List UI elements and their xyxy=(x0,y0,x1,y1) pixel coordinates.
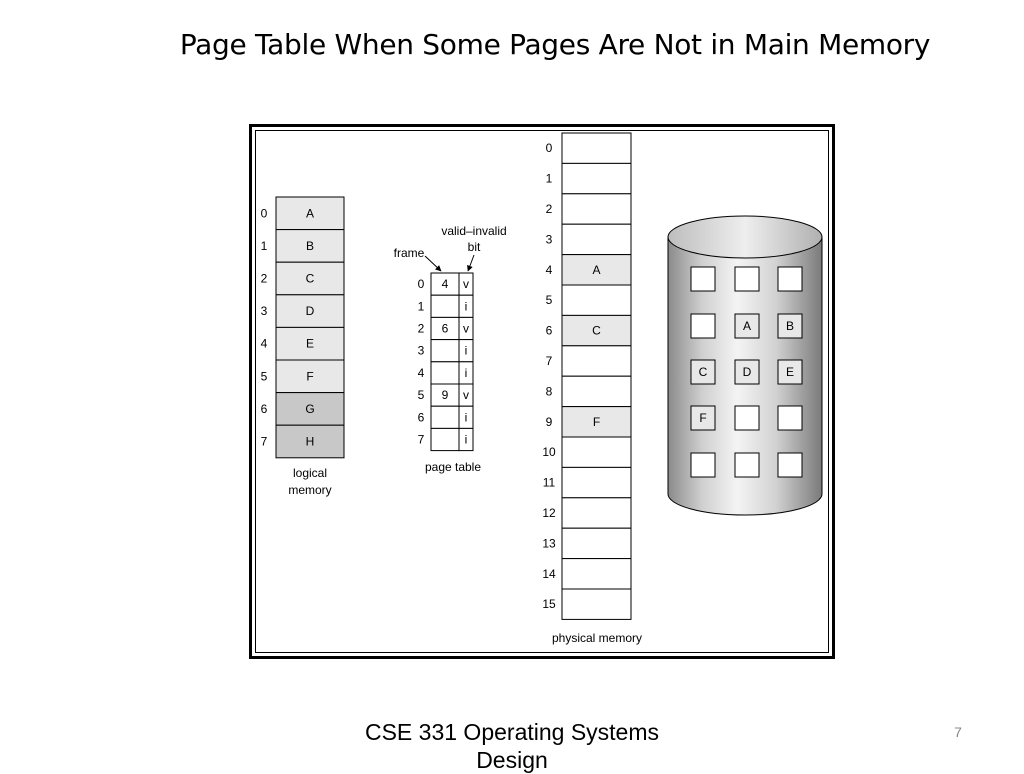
logical-memory xyxy=(261,197,344,497)
disk-page-cell xyxy=(735,267,759,291)
physical-frame-cell xyxy=(562,163,631,193)
physical-frame-index: 13 xyxy=(542,536,556,551)
disk-page-label: B xyxy=(785,319,795,333)
physical-frame-cell xyxy=(562,498,631,528)
physical-frame-index: 1 xyxy=(545,171,553,186)
page-table-valid-bit: i xyxy=(464,432,468,447)
page-table-frame-cell xyxy=(431,362,459,384)
frame-label: frame xyxy=(393,246,425,260)
disk-page-cell xyxy=(691,314,715,338)
physical-frame-index: 6 xyxy=(545,323,553,338)
page-table xyxy=(394,224,507,474)
physical-frame-index: 7 xyxy=(545,354,553,368)
logical-page-label: H xyxy=(305,434,315,449)
disk-page-label: A xyxy=(742,319,752,333)
physical-frame-index: 10 xyxy=(542,445,556,460)
page-table-valid-bit: i xyxy=(464,299,468,314)
page-table-valid-bit: i xyxy=(464,365,468,380)
logical-page-label: G xyxy=(305,401,315,416)
page-table-index: 0 xyxy=(417,277,425,292)
logical-page-index: 6 xyxy=(260,401,268,416)
page-table-frame-number: 6 xyxy=(441,321,449,336)
logical-page-label: D xyxy=(305,304,315,319)
valid-invalid-label: valid–invalid xyxy=(441,224,507,238)
physical-frame-index: 12 xyxy=(542,506,556,520)
logical-memory-label: memory xyxy=(288,483,332,497)
physical-frame-cell xyxy=(562,559,631,589)
logical-page-label: A xyxy=(305,206,315,221)
logical-page-label: F xyxy=(306,369,314,384)
physical-frame-cell xyxy=(562,376,631,406)
disk-page-label: D xyxy=(742,365,752,379)
page-table-index: 7 xyxy=(417,432,425,447)
frame-arrow xyxy=(425,256,441,271)
logical-page-index: 4 xyxy=(260,336,268,351)
page-table-label: page table xyxy=(424,460,482,474)
page-table-frame-cell xyxy=(431,406,459,428)
disk-page-cell xyxy=(778,267,802,291)
page-table-valid-bit: v xyxy=(463,321,469,336)
page-table-frame-number: 4 xyxy=(441,277,449,292)
footer-course-name: CSE 331 Operating Systems Design xyxy=(364,719,660,773)
physical-frame-index: 0 xyxy=(545,141,553,156)
physical-frame-cell xyxy=(562,224,631,254)
physical-memory-label: physical memory xyxy=(551,631,643,645)
page-table-valid-bit: v xyxy=(463,277,469,292)
logical-memory-label: logical xyxy=(292,466,328,480)
disk-page-cell xyxy=(735,453,759,477)
logical-page-label: B xyxy=(305,238,315,253)
page-table-valid-bit: i xyxy=(464,343,468,358)
logical-page-index: 7 xyxy=(260,434,268,449)
physical-frame-cell xyxy=(562,528,631,558)
physical-frame-content: C xyxy=(592,323,601,338)
physical-frame-index: 14 xyxy=(542,566,556,581)
physical-frame-cell xyxy=(562,467,631,497)
physical-frame-index: 15 xyxy=(542,597,556,612)
page-table-valid-bit: i xyxy=(464,410,468,425)
logical-page-label: C xyxy=(305,271,315,286)
page-table-index: 6 xyxy=(417,410,425,425)
physical-frame-index: 3 xyxy=(545,232,553,247)
physical-frame-cell xyxy=(562,346,631,376)
disk-page-label: E xyxy=(785,365,795,379)
physical-frame-cell xyxy=(562,133,631,163)
disk-page-cell xyxy=(778,453,802,477)
page-table-index: 3 xyxy=(417,343,425,358)
physical-frame-cell xyxy=(562,589,631,619)
paging-diagram xyxy=(249,124,835,659)
logical-page-label: E xyxy=(305,336,315,351)
valid-invalid-label: bit xyxy=(467,240,481,254)
page-table-index: 2 xyxy=(417,321,425,336)
disk-page-label: C xyxy=(698,365,708,379)
disk-page-cell xyxy=(735,406,759,430)
page-table-frame-cell xyxy=(431,340,459,362)
disk-page-cell xyxy=(691,453,715,477)
page-table-frame-number: 9 xyxy=(441,388,449,403)
logical-page-index: 5 xyxy=(260,369,268,384)
page-table-index: 1 xyxy=(417,299,425,314)
slide-page-number: 7 xyxy=(954,724,962,740)
page-table-frame-cell xyxy=(431,295,459,317)
logical-page-index: 3 xyxy=(260,304,268,319)
physical-frame-content: A xyxy=(592,262,601,277)
logical-page-index: 2 xyxy=(260,271,268,286)
physical-frame-index: 9 xyxy=(545,414,553,429)
valid-bit-arrow xyxy=(468,255,474,271)
logical-page-index: 1 xyxy=(260,238,268,253)
disk-page-cell xyxy=(691,267,715,291)
page-table-index: 5 xyxy=(417,388,425,403)
physical-frame-index: 5 xyxy=(545,293,553,308)
physical-frame-cell xyxy=(562,437,631,467)
logical-page-index: 0 xyxy=(260,206,268,221)
backing-store-disk xyxy=(668,216,822,515)
disk-page-label: F xyxy=(699,411,707,425)
disk-page-cell xyxy=(778,406,802,430)
page-table-valid-bit: v xyxy=(463,388,469,403)
physical-frame-index: 8 xyxy=(545,384,553,399)
physical-frame-index: 11 xyxy=(542,475,556,490)
page-table-frame-cell xyxy=(431,428,459,450)
slide-title: Page Table When Some Pages Are Not in Main Memory xyxy=(179,28,931,61)
physical-frame-index: 4 xyxy=(545,262,553,277)
physical-frame-index: 2 xyxy=(545,202,553,216)
disk-top xyxy=(668,216,822,258)
physical-frame-cell xyxy=(562,285,631,315)
page-table-index: 4 xyxy=(417,365,425,380)
physical-memory xyxy=(542,133,642,645)
physical-frame-content: F xyxy=(592,414,601,429)
physical-frame-cell xyxy=(562,194,631,224)
